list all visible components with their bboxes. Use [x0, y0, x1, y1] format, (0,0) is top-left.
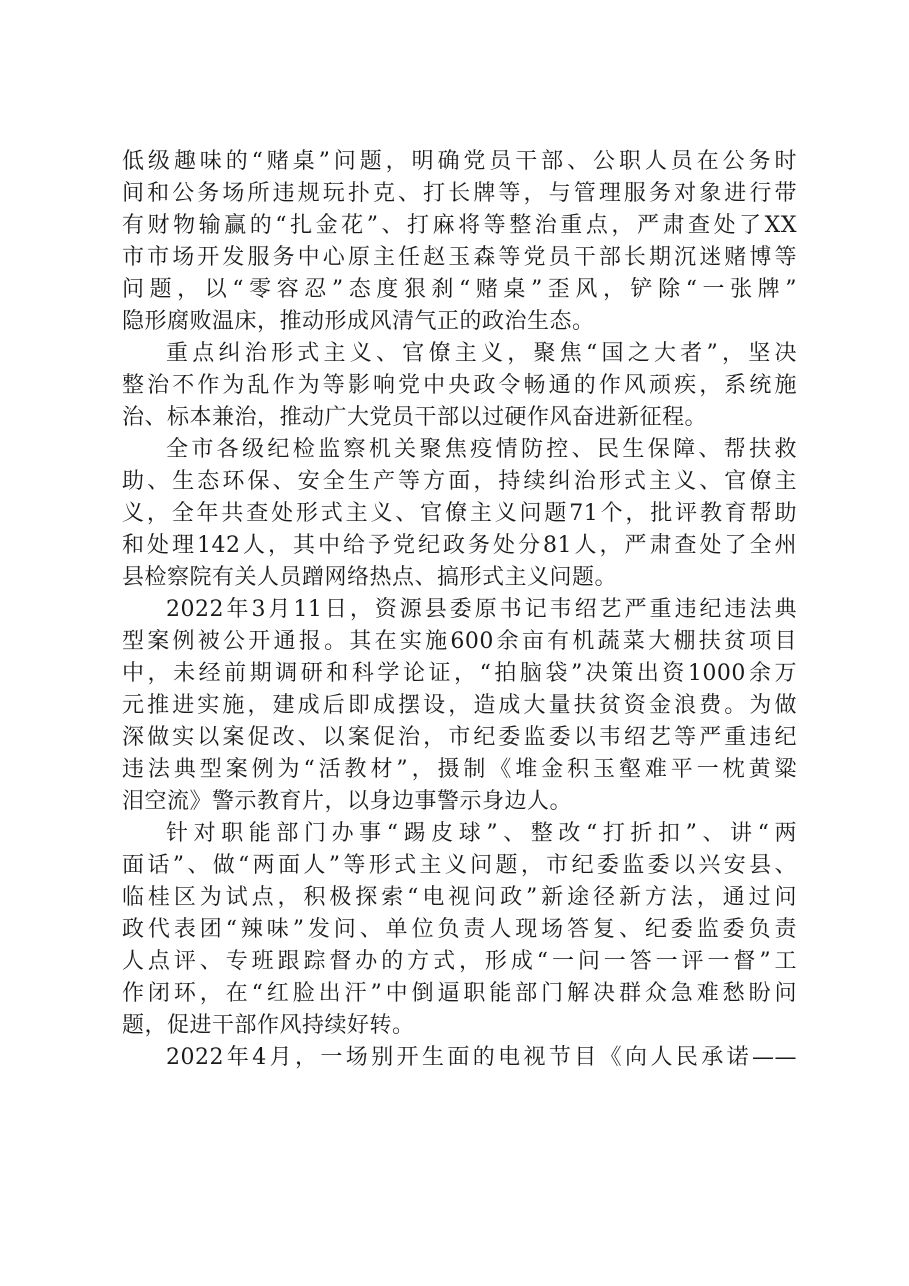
text-line: 县检察院有关人员蹭网络热点、搞形式主义问题。	[122, 565, 618, 590]
document-body	[122, 146, 797, 1074]
paragraph-formalism-focus	[122, 338, 797, 434]
text-line: 违法典型案例为“活教材”，摄制《堆金积玉壑难平一枕黄粱	[122, 757, 797, 782]
text-line: 治、标本兼治，推动广大党员干部以过硬作风奋进新征程。	[122, 405, 708, 430]
text-line: 临桂区为试点，积极探索“电视问政”新途径新方法，通过问	[122, 885, 797, 910]
text-line: 政代表团“辣味”发问、单位负责人现场答复、纪委监委负责	[122, 917, 797, 942]
text-line: 隐形腐败温床，推动形成风清气正的政治生态。	[122, 309, 595, 334]
text-line: 重点纠治形式主义、官僚主义，聚焦“国之大者”，坚决	[166, 341, 797, 366]
paragraph-case-report	[122, 594, 797, 818]
text-line: 有财物输赢的“扎金花”、打麻将等整治重点，严肃查处了XX	[122, 213, 797, 238]
text-line: 2022年4月，一场别开生面的电视节目《向人民承诺——	[166, 1045, 797, 1070]
text-line: 和处理142人，其中给予党纪政务处分81人，严肃查处了全州	[122, 533, 797, 558]
text-line: 作闭环，在“红脸出汗”中倒逼职能部门解决群众急难愁盼问	[122, 981, 797, 1006]
text-line: 义，全年共查处形式主义、官僚主义问题71个，批评教育帮助	[122, 501, 797, 526]
paragraph-tv-program	[122, 1042, 797, 1074]
text-line: 人点评、专班跟踪督办的方式，形成“一问一答一评一督”工	[122, 949, 797, 974]
text-line: 整治不作为乱作为等影响党中央政令畅通的作风顽疾，系统施	[122, 373, 797, 398]
text-line: 全市各级纪检监察机关聚焦疫情防控、民生保障、帮扶救	[166, 437, 797, 462]
text-line: 问题，以“零容忍”态度狠刹“赌桌”歪风，铲除“一张牌”	[122, 277, 797, 302]
text-line: 深做实以案促改、以案促治，市纪委监委以韦绍艺等严重违纪	[122, 725, 797, 750]
text-line: 题，促进干部作风持续好转。	[122, 1013, 415, 1038]
text-line: 中，未经前期调研和科学论证，“拍脑袋”决策出资1000余万	[122, 661, 797, 686]
text-line: 针对职能部门办事“踢皮球”、整改“打折扣”、讲“两	[166, 821, 797, 846]
paragraph-tv-inquiry	[122, 818, 797, 1042]
text-line: 泪空流》警示教育片，以身边事警示身边人。	[122, 789, 573, 814]
text-line: 市市场开发服务中心原主任赵玉森等党员干部长期沉迷赌博等	[122, 245, 797, 270]
text-line: 低级趣味的“赌桌”问题，明确党员干部、公职人员在公务时	[122, 149, 797, 174]
text-line: 型案例被公开通报。其在实施600余亩有机蔬菜大棚扶贫项目	[122, 629, 797, 654]
text-line: 元推进实施，建成后即成摆设，造成大量扶贫资金浪费。为做	[122, 693, 797, 718]
paragraph-statistics	[122, 434, 797, 594]
text-line: 2022年3月11日，资源县委原书记韦绍艺严重违纪违法典	[166, 597, 797, 622]
text-line: 间和公务场所违规玩扑克、打长牌等，与管理服务对象进行带	[122, 181, 797, 206]
text-line: 面话”、做“两面人”等形式主义问题，市纪委监委以兴安县、	[122, 853, 797, 878]
paragraph-gambling	[122, 146, 797, 338]
text-line: 助、生态环保、安全生产等方面，持续纠治形式主义、官僚主	[122, 469, 797, 494]
